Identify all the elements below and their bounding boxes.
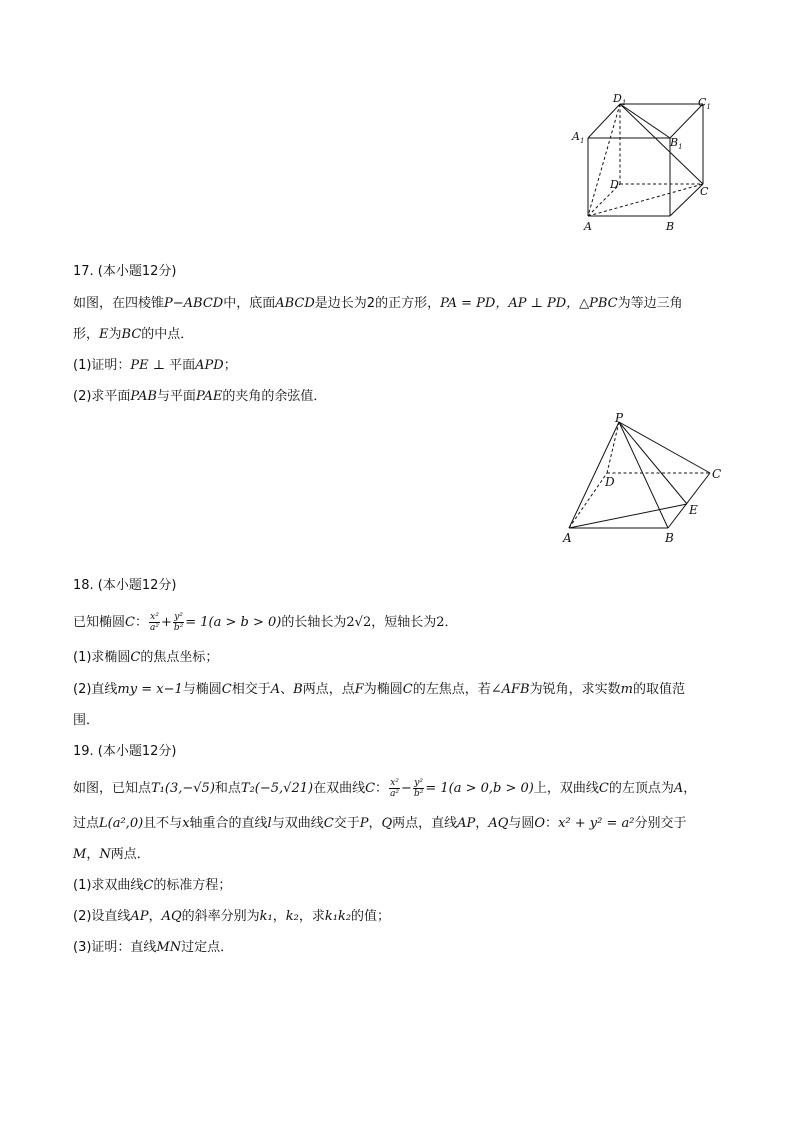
q18-heading: 18. (本小题12分) xyxy=(73,578,177,593)
q19-line-1: 如图，已知点T₁(3,−√5)和点T₂(−5,√21)在双曲线C： $\frac{\text{x²}}{\text{a²}}$ − $\frac{\text{y²}}{\text{b²}}$ = 1(a > 0,b > 0)上，双曲线C的左顶点为A， xyxy=(73,778,697,799)
q19-part-2: (2)设直线AP，AQ的斜率分别为k₁，k₂，求k₁k₂的值； xyxy=(73,909,391,924)
q17-line-2: 形，E为BC的中点． xyxy=(73,327,194,342)
q18-part-1: (1)求椭圆C的焦点坐标； xyxy=(73,650,219,665)
cube-label-a: A xyxy=(584,220,592,233)
cube-label-b1: $B_1$ xyxy=(670,136,683,151)
cube-label-c: C xyxy=(700,185,709,198)
q19-part-1: (1)求双曲线C的标准方程； xyxy=(73,878,232,893)
pyr-label-c: C xyxy=(712,467,722,481)
q18-line-1: 已知椭圆C： $\frac{\text{x²}}{\text{a²}}$ + $\frac{\text{y²}}{\text{b²}}$ = 1(a > b > 0)的长轴长为2√2，短轴长为2． xyxy=(73,612,458,633)
pyr-label-b: B xyxy=(665,531,674,545)
q19-line-3: M，N两点． xyxy=(73,847,150,862)
pyramid-figure xyxy=(555,410,730,550)
cube-label-d1: $D_1$ xyxy=(613,92,627,107)
cube-label-c1: $C_1$ xyxy=(698,96,711,111)
q17-line-1: 如图，在四棱锥P−ABCD中，底面ABCD是边长为2的正方形，PA = PD，AP ⊥ PD，△PBC为等边三角 xyxy=(73,296,683,311)
q18-part-2: (2)直线my = x−1与椭圆C相交于A、B两点，点F为椭圆C的左焦点，若∠AFB为锐角，求实数m的取值范 xyxy=(73,682,685,697)
q19-heading: 19. (本小题12分) xyxy=(73,744,177,759)
q17-part-1: (1)证明：PE ⊥ 平面APD； xyxy=(73,358,237,373)
q17-part-2: (2)求平面PAB与平面PAE的夹角的余弦值． xyxy=(73,389,327,404)
cube-label-a1: $A_1$ xyxy=(572,130,585,145)
cube-label-d: D xyxy=(610,178,619,191)
q19-line-2: 过点L(a²,0)且不与x轴重合的直线l与双曲线C交于P，Q两点，直线AP，AQ与圆O：x² + y² = a²分别交于 xyxy=(73,816,687,831)
pyr-label-e: E xyxy=(689,503,698,517)
cube-figure xyxy=(560,90,720,240)
q17-heading: 17. (本小题12分) xyxy=(73,264,177,279)
q18-part-2-cont: 围． xyxy=(73,713,100,728)
pyr-label-a: A xyxy=(563,531,572,545)
cube-label-b: B xyxy=(666,220,675,233)
pyr-label-p: P xyxy=(615,411,624,425)
q19-part-3: (3)证明：直线MN过定点． xyxy=(73,940,234,955)
pyr-label-d: D xyxy=(605,475,615,489)
